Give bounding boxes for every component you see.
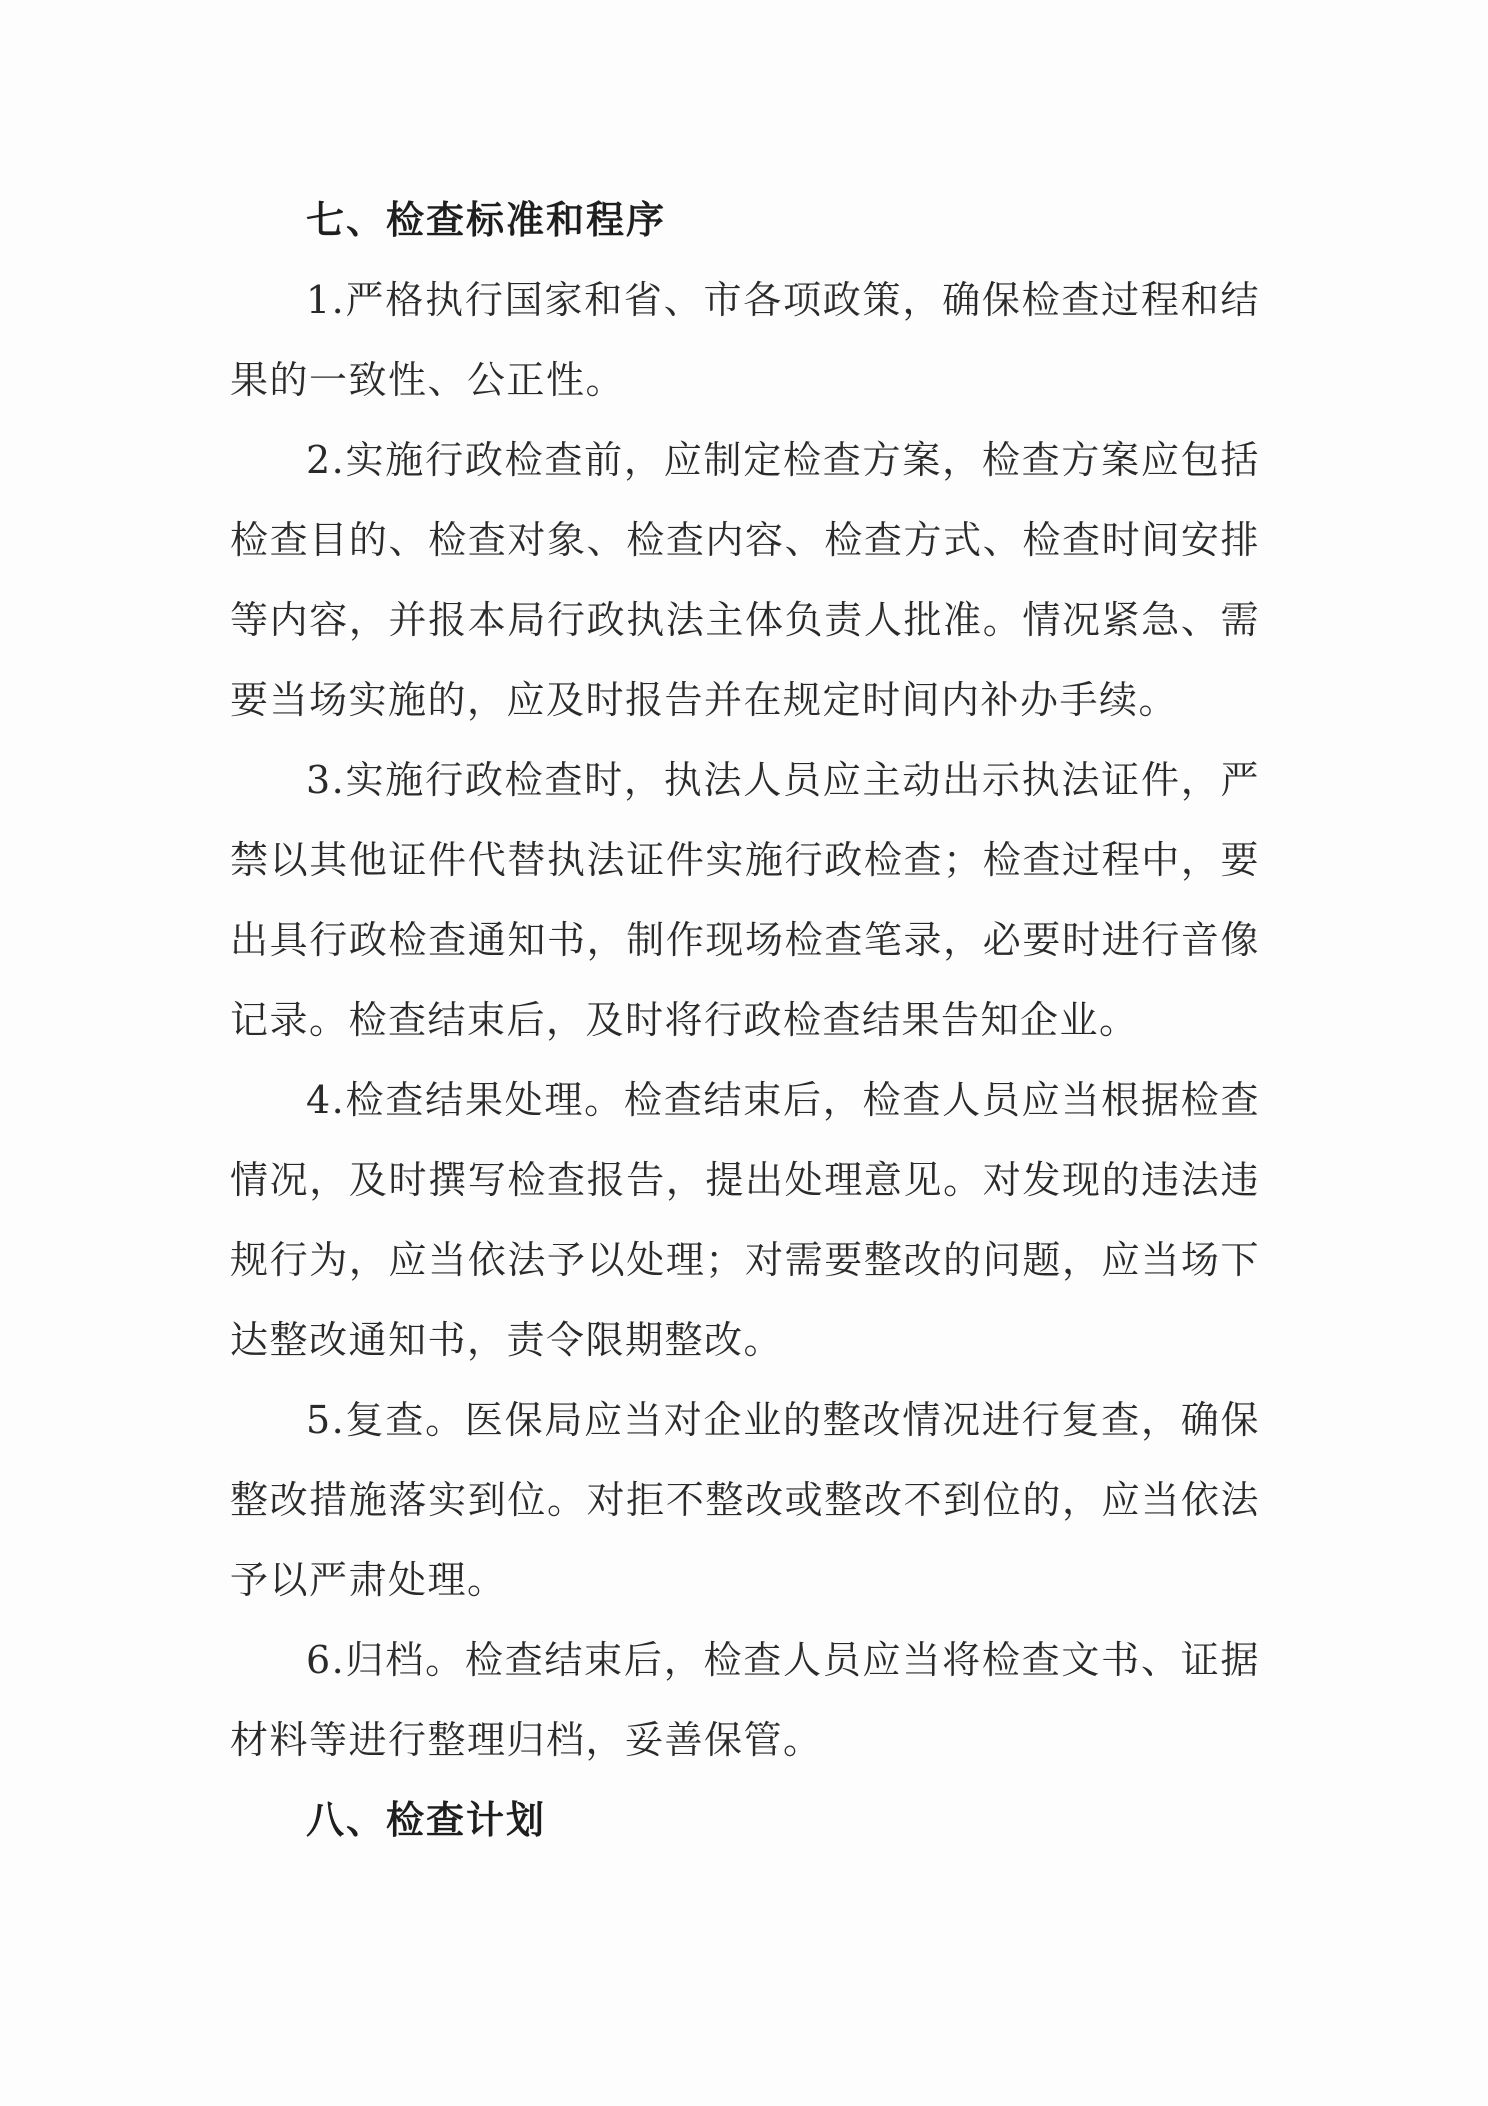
paragraph-5: 5.复查。医保局应当对企业的整改情况进行复查，确保整改措施落实到位。对拒不整改或整改不到位的，应当依法予以严肃处理。 (230, 1398, 1260, 1602)
paragraph-2: 2.实施行政检查前，应制定检查方案，检查方案应包括检查目的、检查对象、检查内容、检查方式、检查时间安排等内容，并报本局行政执法主体负责人批准。情况紧急、需要当场实施的，应及时报告并在规定时间内补办手续。 (230, 438, 1260, 722)
paragraph-3: 3.实施行政检查时，执法人员应主动出示执法证件，严禁以其他证件代替执法证件实施行政检查；检查过程中，要出具行政检查通知书，制作现场检查笔录，必要时进行音像记录。检查结束后，及时将行政检查结果告知企业。 (230, 758, 1260, 1042)
document-body (230, 180, 1260, 1860)
section-heading-7: 七、检查标准和程序 (306, 198, 667, 242)
section-heading-8: 八、检查计划 (306, 1798, 547, 1842)
paragraph-1: 1.严格执行国家和省、市各项政策，确保检查过程和结果的一致性、公正性。 (230, 278, 1260, 402)
paragraph-6: 6.归档。检查结束后，检查人员应当将检查文书、证据材料等进行整理归档，妥善保管。 (230, 1638, 1260, 1762)
paragraph-4: 4.检查结果处理。检查结束后，检查人员应当根据检查情况，及时撰写检查报告，提出处理意见。对发现的违法违规行为，应当依法予以处理；对需要整改的问题，应当场下达整改通知书，责令限期整改。 (230, 1078, 1260, 1362)
